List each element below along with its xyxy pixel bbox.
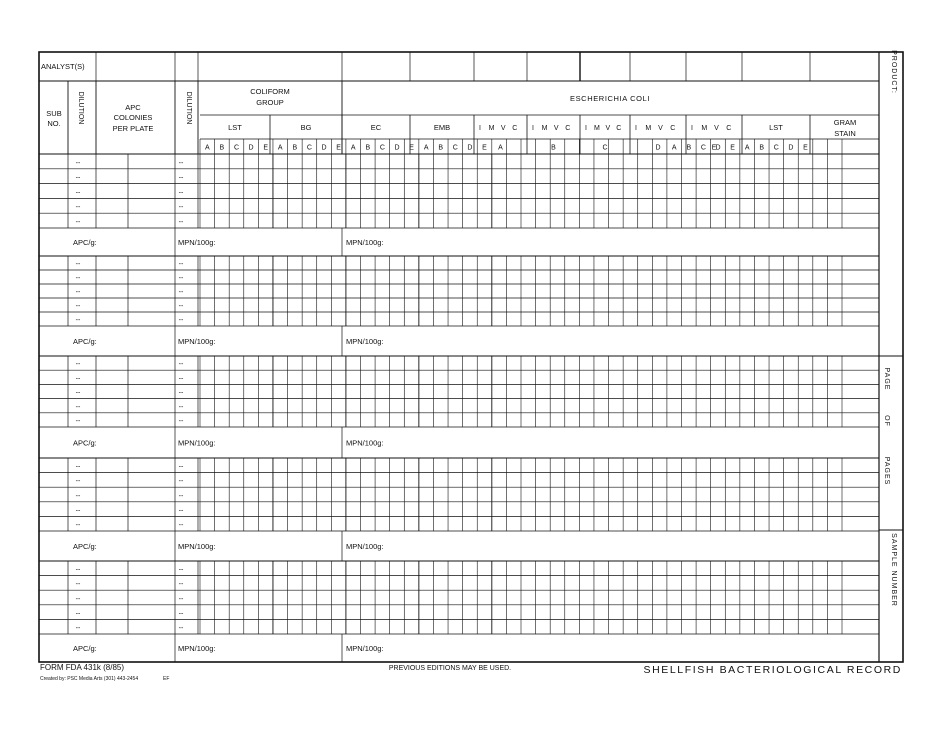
- imvc-letter: C: [670, 125, 676, 132]
- dilution-dash: --: [75, 204, 81, 212]
- dilution-dash: --: [75, 219, 81, 226]
- imvc-letter: C: [616, 125, 622, 132]
- imvc-group-label: E: [711, 144, 717, 152]
- tube-letter: E: [803, 144, 808, 152]
- gram-stain-label: STAIN: [834, 129, 856, 138]
- dilution2-dash: --: [178, 275, 184, 282]
- tube-letter: C: [306, 144, 312, 152]
- coliform-lst-label: LST: [228, 123, 242, 132]
- analyst-label: ANALYST(S): [41, 62, 85, 71]
- dilution2-dash: --: [178, 204, 184, 212]
- tube-letter: B: [219, 144, 225, 152]
- dilution2-dash: --: [178, 303, 184, 310]
- tube-letter: C: [700, 144, 706, 152]
- tube-letter: D: [321, 144, 327, 152]
- imvc-letter: M: [701, 125, 708, 132]
- form-title: SHELLFISH BACTERIOLOGICAL RECORD: [643, 664, 902, 676]
- tube-letter: A: [423, 144, 429, 152]
- pages-label: PAGES: [883, 456, 890, 486]
- imvc-letter: C: [512, 125, 518, 132]
- apc-per-g-label: APC/g:: [73, 438, 97, 448]
- tube-letter: B: [759, 144, 765, 152]
- coliform-mpn-label: MPN/100g:: [178, 337, 216, 346]
- dilution-dash: --: [75, 275, 81, 282]
- imvc-group-label: B: [551, 144, 556, 152]
- dilution2-dash: --: [178, 389, 184, 397]
- analyst-input[interactable]: [200, 60, 340, 73]
- tube-letter: E: [482, 144, 487, 152]
- dilution-label: DILUTION: [77, 91, 84, 125]
- dilution2-dash: --: [178, 595, 184, 603]
- apc-label: COLONIES: [113, 113, 153, 122]
- dilution-dash: --: [75, 610, 81, 618]
- ecoli-mpn-label: MPN/100g:: [346, 438, 384, 448]
- imvc-letter: V: [658, 125, 663, 132]
- dilution2-dash: --: [178, 522, 184, 529]
- tube-letter: E: [263, 144, 268, 152]
- tube-letter: D: [788, 144, 794, 152]
- ef-mark: EF: [163, 676, 170, 682]
- imvc-letter: M: [645, 125, 652, 132]
- dilution-dash: --: [75, 317, 81, 324]
- dilution-dash: --: [75, 159, 81, 167]
- dilution2-dash: --: [178, 361, 184, 369]
- tube-letter: C: [773, 144, 779, 152]
- of-label: OF: [883, 415, 890, 427]
- dilution-dash: --: [75, 375, 81, 383]
- dilution2-dash: --: [178, 317, 184, 324]
- dilution-dash: --: [75, 289, 81, 296]
- page-total-input[interactable]: [883, 437, 903, 450]
- dilution2-dash: --: [178, 174, 184, 182]
- form-border: [39, 52, 903, 662]
- dilution-dash: --: [75, 522, 81, 529]
- dilution-dash: --: [75, 463, 81, 471]
- tube-letter: B: [438, 144, 444, 152]
- dilution-dash: --: [75, 403, 81, 411]
- imvc-letter: I: [635, 125, 637, 132]
- tube-letter: C: [233, 144, 240, 152]
- apc-per-g-label: APC/g:: [73, 644, 97, 653]
- apc-label: APC: [125, 103, 141, 112]
- dilution2-dash: --: [178, 403, 184, 411]
- imvc-letter: V: [500, 125, 506, 132]
- dilution2-dash: --: [178, 189, 184, 197]
- imvc-letter: I: [532, 125, 534, 132]
- page-number-input[interactable]: [883, 397, 903, 410]
- dilution2-dash: --: [178, 566, 184, 574]
- previous-editions-note: PREVIOUS EDITIONS MAY BE USED.: [388, 665, 512, 672]
- dilution2-dash: --: [178, 581, 184, 589]
- tube-letter: C: [379, 144, 385, 152]
- ecoli-emb-label: EMB: [433, 123, 451, 132]
- dilution2-label: DILUTION: [185, 91, 192, 125]
- sample-number-label: SAMPLE NUMBER: [890, 533, 897, 607]
- apc-per-g-label: APC/g:: [73, 337, 97, 346]
- coliform-mpn-label: MPN/100g:: [178, 542, 216, 551]
- form-id: FORM FDA 431k (8/85): [40, 663, 125, 672]
- imvc-letter: I: [585, 125, 587, 132]
- tube-letter: E: [409, 144, 414, 152]
- imvc-group-label: D: [655, 144, 661, 152]
- dilution2-dash: --: [178, 289, 184, 296]
- dilution-dash: --: [75, 492, 81, 500]
- tube-letter: E: [336, 144, 341, 152]
- tube-letter: D: [248, 144, 254, 152]
- imvc-letter: V: [605, 125, 611, 132]
- ecoli-lst-label: LST: [769, 123, 783, 132]
- dilution-dash: --: [75, 581, 81, 589]
- tube-letter: A: [671, 144, 677, 152]
- apc-per-g-label: APC/g:: [73, 542, 97, 551]
- imvc-group-label: C: [602, 144, 608, 152]
- dilution2-dash: --: [178, 610, 184, 618]
- tube-letter: A: [350, 144, 356, 152]
- gram-stain-label: GRAM: [833, 118, 857, 127]
- dilution-dash: --: [75, 261, 81, 268]
- dilution2-dash: --: [178, 492, 184, 500]
- dilution-dash: --: [75, 174, 81, 182]
- dilution2-dash: --: [178, 625, 184, 632]
- dilution-dash: --: [75, 595, 81, 603]
- tube-letter: B: [292, 144, 298, 152]
- imvc-letter: M: [541, 125, 548, 132]
- ecoli-label: ESCHERICHIA COLI: [569, 94, 651, 103]
- tube-letter: B: [365, 144, 371, 152]
- dilution2-dash: --: [178, 375, 184, 383]
- tube-letter: A: [744, 144, 750, 152]
- imvc-letter: V: [553, 125, 559, 132]
- dilution-dash: --: [75, 361, 81, 369]
- product-label: PRODUCT:: [890, 50, 897, 94]
- imvc-group-label: A: [498, 144, 503, 152]
- dilution-dash: --: [75, 566, 81, 574]
- dilution2-dash: --: [178, 159, 184, 167]
- ecoli-mpn-label: MPN/100g:: [346, 337, 384, 346]
- coliform-mpn-label: MPN/100g:: [178, 238, 216, 247]
- coliform-mpn-label: MPN/100g:: [178, 644, 216, 653]
- apc-per-g-label: APC/g:: [73, 238, 97, 247]
- imvc-letter: I: [479, 125, 481, 132]
- tube-letter: A: [277, 144, 283, 152]
- ecoli-mpn-label: MPN/100g:: [346, 542, 384, 551]
- ecoli-mpn-label: MPN/100g:: [346, 238, 384, 247]
- dilution2-dash: --: [178, 261, 184, 268]
- tube-letter: B: [686, 144, 692, 152]
- dilution-dash: --: [75, 625, 81, 632]
- coliform-group-label: COLIFORM: [250, 87, 290, 96]
- dilution2-dash: --: [178, 463, 184, 471]
- coliform-bg-label: BG: [300, 123, 312, 132]
- imvc-letter: C: [565, 125, 571, 132]
- tube-letter: D: [394, 144, 400, 152]
- created-by: Created by: PSC Media Arts (301) 443-2454: [40, 676, 139, 682]
- sub-no-label: SUB: [46, 109, 62, 118]
- imvc-letter: M: [594, 125, 600, 132]
- imvc-letter: V: [714, 125, 719, 132]
- dilution2-dash: --: [178, 418, 184, 425]
- ecoli-ec-label: EC: [370, 123, 382, 132]
- dilution-dash: --: [75, 189, 81, 197]
- dilution-dash: --: [75, 389, 81, 397]
- imvc-letter: M: [488, 125, 495, 132]
- tube-letter: D: [715, 144, 721, 152]
- ecoli-mpn-label: MPN/100g:: [346, 644, 384, 653]
- tube-letter: A: [204, 144, 210, 152]
- coliform-mpn-label: MPN/100g:: [178, 438, 216, 448]
- dilution-dash: --: [75, 303, 81, 310]
- page-label: PAGE: [883, 367, 890, 391]
- dilution2-dash: --: [178, 219, 184, 226]
- tube-letter: D: [467, 144, 473, 152]
- apc-label: PER PLATE: [112, 124, 154, 133]
- tube-letter: C: [452, 144, 458, 152]
- sub-no-label: NO.: [47, 119, 61, 128]
- imvc-letter: I: [691, 125, 693, 132]
- dilution-dash: --: [75, 418, 81, 425]
- dilution2-dash: --: [178, 507, 184, 515]
- tube-letter: E: [730, 144, 735, 152]
- imvc-letter: C: [726, 125, 732, 132]
- dilution2-dash: --: [178, 478, 184, 486]
- coliform-group-label: GROUP: [256, 98, 284, 107]
- dilution-dash: --: [75, 507, 81, 515]
- dilution-dash: --: [75, 478, 81, 486]
